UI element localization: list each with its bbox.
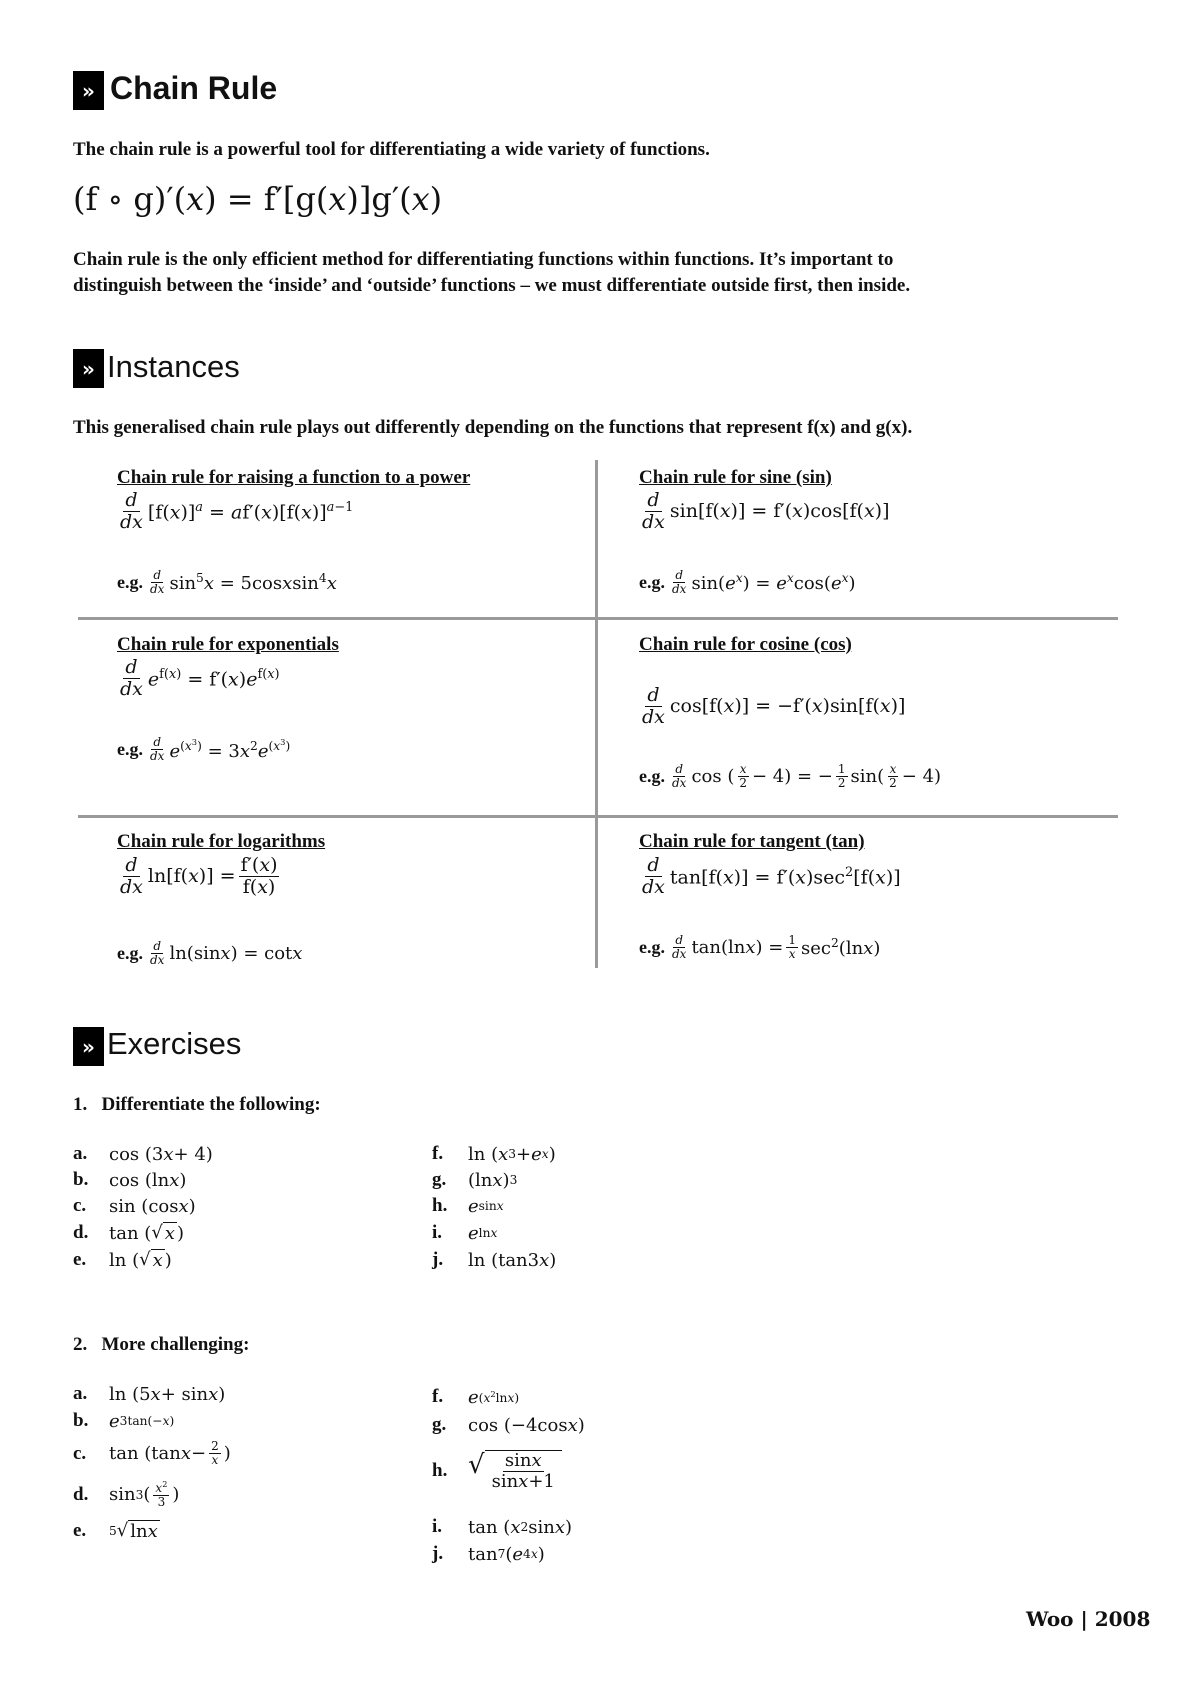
section-title-chain-rule: Chain Rule — [110, 70, 278, 106]
exercise-item: b. e 3tan(−x) — [73, 1410, 175, 1432]
rule-title-cosine: Chain rule for cosine (cos) — [639, 634, 852, 655]
rule-title-logarithms: Chain rule for logarithms — [117, 831, 326, 852]
exercise-item: d. sin 3 ( $\frac{x^2}{3}$ ) — [73, 1479, 180, 1510]
section-marker: » — [73, 71, 104, 110]
section-title-exercises: Exercises — [107, 1026, 242, 1061]
rule-formula-tangent: $\frac{d}{dx}$ $\tan[f(x)] = f'(x)\sec^2[f(x)]$ — [642, 854, 901, 898]
exercise-item: j. ln (tan3 x ) — [432, 1249, 557, 1271]
rule-example-sine: e.g. $\frac{d}{dx}$ $\sin(e^x) = e^x\cos(e^x)$ — [639, 568, 856, 597]
exercise-item: g. (ln x ) 3 — [432, 1169, 518, 1191]
exercise-item: a. cos (3 x + 4) — [73, 1143, 213, 1165]
rule-example-power: e.g. $\frac{d}{dx}$ $\sin^5x$ = 5cosxsin$^4$x — [117, 568, 337, 597]
exercise-item: i. tan ( x 2 sin x ) — [432, 1516, 573, 1538]
rule-formula-power: $\frac{d}{dx}$ $[f(x)]^a = af'(x)[f(x)]^{a-1}$ — [120, 489, 354, 533]
exercise-item: a. ln (5 x + sin x ) — [73, 1383, 226, 1405]
rule-title-exponentials: Chain rule for exponentials — [117, 634, 339, 655]
rule-title-power: Chain rule for raising a function to a power — [117, 467, 471, 488]
rule-formula-exponentials: $\frac{d}{dx}$ $e^{f(x)} = f'(x)e^{f(x)}$ — [120, 656, 280, 700]
exercise-item: f. ln ( x 3 + e x ) — [432, 1143, 556, 1165]
question-1-heading: 1. Differentiate the following: — [73, 1094, 321, 1115]
chain-rule-formula: (f ∘ g)′(x) = f′[g(x)]g′(x) — [73, 180, 443, 218]
table-divider-vertical — [595, 460, 598, 968]
rule-title-tangent: Chain rule for tangent (tan) — [639, 831, 865, 852]
exercise-item: c. sin (cos x ) — [73, 1195, 196, 1217]
explanation-line-1: Chain rule is the only efficient method for differentiating functions within functions. It’s important to — [73, 249, 894, 270]
rule-formula-cosine: $\frac{d}{dx}$ cos[f(x)] = −f′(x)sin[f(x)] — [642, 684, 906, 728]
footer-author: Woo | 2008 — [1026, 1607, 1151, 1631]
table-divider-horizontal — [78, 815, 1118, 818]
intro-text: The chain rule is a powerful tool for differentiating a wide variety of functions. — [73, 139, 710, 160]
question-2-heading: 2. More challenging: — [73, 1334, 250, 1355]
exercise-item: f. e $(x^2\ln x)$ — [432, 1386, 520, 1408]
explanation-line-2: distinguish between the ‘inside’ and ‘outside’ functions – we must differentiate outside first, then inside. — [73, 275, 911, 296]
exercise-item: d. tan ( √ x ) — [73, 1222, 184, 1244]
section-title-instances: Instances — [107, 349, 240, 384]
rule-example-logarithms: e.g. $\frac{d}{dx}$ ln(sinx) = cotx — [117, 939, 303, 968]
exercise-item: b. cos (ln x ) — [73, 1169, 187, 1191]
rule-example-cosine: e.g. $\frac{d}{dx}$ cos ( $\frac{x}{2}$ − 4) = − $\frac{1}{2}$ sin( $\frac{x}{2}$ − 4) — [639, 762, 942, 791]
rule-example-tangent: e.g. $\frac{d}{dx}$ tan(lnx) = $\frac{1}{x}$ $\sec^2(\ln x)$ — [639, 933, 881, 962]
exercise-item: h. e sinx — [432, 1195, 504, 1217]
rule-formula-sine: $\frac{d}{dx}$ sin[f(x)] = f′(x)cos[f(x)] — [642, 489, 890, 533]
rule-example-exponentials: e.g. $\frac{d}{dx}$ $e^{(x^3)} = 3x^2e^{(x^3)}$ — [117, 735, 291, 764]
table-divider-horizontal — [78, 617, 1118, 620]
section-marker: » — [73, 349, 104, 388]
exercise-item: j. tan 7 ( e 4x ) — [432, 1543, 545, 1565]
exercise-item: i. e lnx — [432, 1222, 498, 1244]
section-marker: » — [73, 1027, 104, 1066]
exercise-item: c. tan (tan x − $\frac{2}{x}$ ) — [73, 1439, 231, 1468]
rule-formula-logarithms: $\frac{d}{dx}$ ln[f(x)] = $\frac{f'(x)}{f(x)}$ — [120, 854, 278, 898]
exercise-item: h. √ $\frac{\sin x}{\sin x+1}$ — [432, 1450, 562, 1492]
rule-title-sine: Chain rule for sine (sin) — [639, 467, 832, 488]
exercise-item: e. 5 √ lnx — [73, 1520, 158, 1542]
instances-intro: This generalised chain rule plays out differently depending on the functions that represent f(x) and g(x). — [73, 417, 913, 438]
exercise-item: g. cos (−4cos x ) — [432, 1414, 585, 1436]
exercise-item: e. ln ( √ x ) — [73, 1249, 172, 1271]
